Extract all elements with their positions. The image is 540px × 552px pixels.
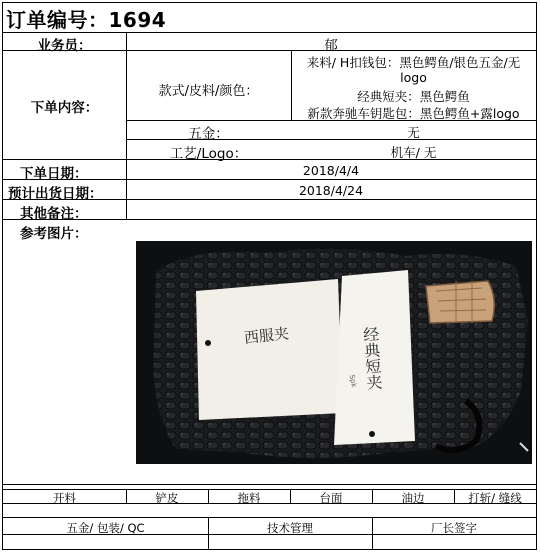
rule — [3, 32, 536, 33]
reference-label: 参考图片： — [20, 226, 88, 242]
craft-value: 机车/ 无 — [390, 145, 437, 160]
tag-left-text: 西服夹 — [243, 324, 290, 348]
step-edge-painting: 油边 — [401, 491, 425, 505]
reference-photo — [136, 241, 532, 464]
salesperson-label: 业务员： — [37, 38, 92, 54]
order-date-label: 下单日期： — [20, 166, 88, 182]
step-dragging: 拖料 — [237, 491, 261, 505]
tag-small-text: Spk — [347, 373, 358, 389]
reference-photo-drawing — [136, 241, 532, 464]
order-date-value: 2018/4/4 — [302, 163, 360, 178]
craft-label: 工艺/Logo： — [169, 146, 248, 162]
style-label: 款式/皮料/颜色： — [158, 84, 259, 99]
ship-date-label: 预计出货日期： — [8, 186, 103, 202]
order-title: 订单编号：1694 — [6, 8, 167, 32]
tag-right-text: 经典短夹 — [360, 325, 384, 391]
step-bench: 台面 — [319, 491, 343, 505]
hardware-label: 五金： — [188, 126, 229, 142]
style-line-4: 新款奔驰车钥匙包：黑色鳄鱼+露logo — [307, 106, 520, 121]
step-hardware-packing-qc: 五金/ 包装/ QC — [66, 521, 145, 535]
rule — [3, 517, 536, 518]
style-line-3: 经典短夹：黑色鳄鱼 — [357, 89, 470, 104]
order-content-label: 下单内容： — [30, 100, 99, 116]
style-line-2: logo — [400, 70, 427, 85]
ship-date-value: 2018/4/24 — [298, 183, 364, 198]
order-sheet — [2, 2, 537, 550]
step-cutting: 开料 — [53, 491, 76, 505]
salesperson-value: 郁 — [324, 38, 338, 54]
step-skiving: 铲皮 — [155, 491, 179, 505]
rule — [3, 484, 536, 485]
notes-label: 其他备注： — [20, 206, 88, 222]
step-tech-management: 技术管理 — [267, 521, 313, 535]
step-punch-stitch: 打斩/ 缝线 — [468, 491, 522, 505]
step-manager-signature: 厂长签字 — [431, 521, 477, 535]
style-line-1: 来料/ H扣钱包：黑色鳄鱼/银色五金/无 — [306, 55, 521, 70]
hardware-value: 无 — [407, 125, 420, 140]
